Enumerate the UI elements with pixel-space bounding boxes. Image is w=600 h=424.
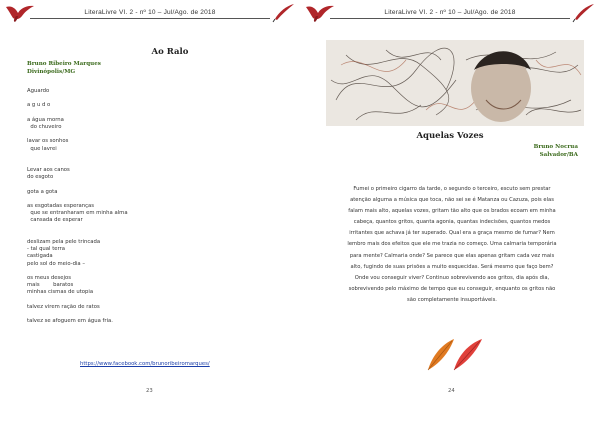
poem-line — [27, 110, 277, 117]
head-scribbles-illustration — [326, 40, 584, 126]
poem-line: os meus desejos — [27, 274, 72, 281]
story-line: cabeça, quantos gritos, quanta agonia, quantas indecisões, quantos medos — [353, 219, 551, 226]
header-text: LiteraLivre VI. 2 - nº 10 – Jul/Ago. de 2018 — [384, 9, 516, 16]
poem-line: que se entranharam em minha alma — [27, 210, 128, 217]
poem-line — [27, 232, 277, 239]
author-name: Bruno Ribeiro Marques — [27, 61, 101, 67]
right-page — [300, 0, 600, 424]
poem-line — [27, 268, 277, 275]
author-city: Salvador/BA — [539, 152, 578, 158]
poem-line: Aguardo — [27, 88, 50, 94]
poem-line: mais baratos — [27, 282, 74, 289]
poem-body — [27, 88, 277, 325]
facebook-link[interactable]: https://www.facebook.com/brunoribeiromarques/ — [80, 361, 210, 367]
page-number: 24 — [448, 388, 455, 394]
poem-line — [27, 225, 277, 232]
poem-line: talvez se afoguem em água fria. — [27, 318, 113, 324]
story-line: lembro mais dos efeitos que ele me trazia no começo. Uma calmaria temporária — [347, 241, 557, 248]
poem-line — [27, 160, 277, 167]
poem-line: pelo sol do meio-dia – — [27, 260, 86, 267]
poem-line — [27, 196, 277, 203]
poem-line — [27, 181, 277, 188]
poem-line: castigada — [27, 253, 53, 260]
poem-line: lavar os sonhos — [27, 138, 69, 145]
poem-line: Levar aos canos — [27, 167, 70, 174]
story-line: são completamente insuportáveis. — [407, 296, 497, 303]
author-block — [27, 60, 101, 76]
poem-line: que lavrei — [27, 145, 57, 152]
page-header — [4, 3, 296, 25]
story-line: sobrevivendo pelo máximo de tempo que eu conseguir, enquanto os gritos não — [348, 285, 556, 292]
poem-line: do esgoto — [27, 174, 54, 181]
author-city: Divinópolis/MG — [27, 69, 76, 75]
quill-pen-icon — [270, 3, 296, 23]
story-title: Aquelas Vozes — [416, 131, 484, 141]
story-line: Fumei o primeiro cigarro da tarde, o segundo o terceiro, escuto sem prestar — [353, 186, 551, 192]
feather-icon — [424, 336, 486, 374]
author-name: Bruno Nocrua — [533, 144, 578, 150]
story-line: para mente? Calmaria onde? Se parece que elas apenas gritam cada vez mais — [349, 252, 555, 259]
poem-line: gota a gota — [27, 188, 58, 195]
poem-line — [27, 311, 277, 318]
poem-line: as esgotadas esperanças — [27, 203, 95, 209]
story-line: irritantes que achava já ter superado. Qual era a graça mesmo de fumar? Nem — [349, 230, 555, 237]
poem-line: - tal qual terra — [27, 246, 66, 253]
poem-line: talvez virem ração de ratos — [27, 303, 100, 310]
header-rule — [330, 18, 570, 19]
story-line: atenção alguma a música que toca, não sei se é Matanza ou Cazuza, pois elas — [350, 197, 554, 204]
header-photo — [326, 40, 584, 126]
page-number: 23 — [146, 388, 153, 394]
poem-title: Ao Ralo — [151, 47, 189, 57]
poem-line — [27, 153, 277, 160]
poem-line: minhas cismas de utopia — [27, 289, 94, 296]
author-block — [534, 143, 578, 159]
header-rule — [30, 18, 270, 19]
poem-line — [27, 131, 277, 138]
story-line: alto, fugindo de suas prisões a muito esquecidas. Será mesmo que faço bem? — [350, 263, 554, 270]
poem-line: deslizam pela pele trincada — [27, 238, 101, 245]
poem-line: cansada de esperar — [27, 217, 83, 224]
story-body — [328, 184, 576, 306]
poem-line: a g u d o — [27, 102, 51, 109]
poem-line: a água morna — [27, 116, 64, 123]
poem-line: do chuveiro — [27, 123, 62, 130]
poem-line — [27, 95, 277, 102]
quill-pen-icon — [570, 3, 596, 23]
story-line: Onde vou conseguir viver? Continuo sobrevivendo aos gritos, dia após dia, — [354, 274, 550, 281]
page-header — [304, 3, 596, 25]
poem-line — [27, 296, 277, 303]
header-text: LiteraLivre VI. 2 - nº 10 – Jul/Ago. de 2018 — [84, 9, 216, 16]
story-line: falam mais alto, aquelas vozes, gritam tão alto que os brados ecoam em minha — [348, 208, 556, 215]
